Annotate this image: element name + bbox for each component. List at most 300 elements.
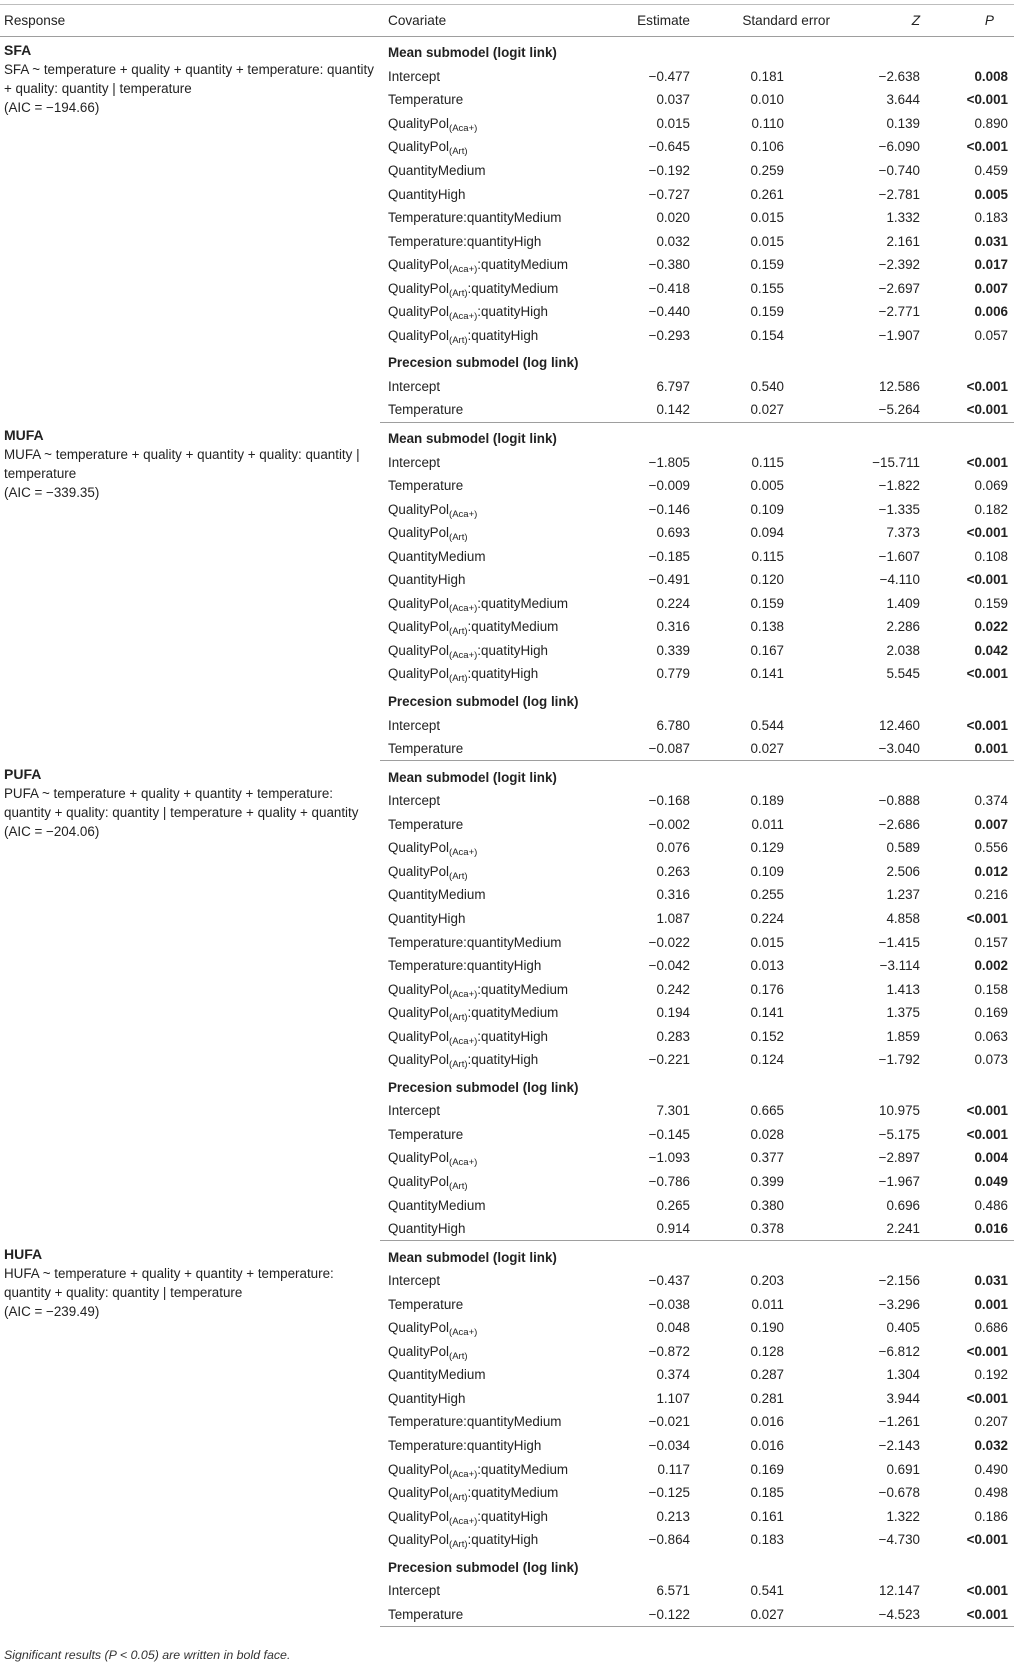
submodel-row bbox=[0, 422, 1014, 450]
covariate-name: QualityPol bbox=[388, 981, 450, 997]
z-cell: −2.781 bbox=[878, 186, 920, 202]
standard-error-cell: 0.540 bbox=[750, 378, 784, 394]
covariate-subscript: (Art) bbox=[449, 1180, 468, 1192]
covariate-subscript: (Art) bbox=[449, 626, 468, 638]
p-cell: 0.042 bbox=[974, 642, 1008, 658]
estimate-cell: 0.048 bbox=[656, 1320, 690, 1336]
z-cell: 3.944 bbox=[886, 1390, 920, 1406]
covariate-cell bbox=[380, 112, 600, 136]
estimate-cell: −0.418 bbox=[648, 280, 690, 296]
standard-error-cell: 0.129 bbox=[750, 840, 784, 856]
covariate-cell bbox=[380, 1481, 600, 1505]
z-cell: 5.545 bbox=[886, 666, 920, 682]
covariate-subscript: (Art) bbox=[449, 334, 468, 346]
estimate-cell: −0.087 bbox=[600, 737, 690, 761]
standard-error-cell: 0.377 bbox=[750, 1150, 784, 1166]
covariate-cell bbox=[380, 276, 600, 300]
standard-error-cell: 0.287 bbox=[750, 1367, 784, 1383]
z-cell: −3.040 bbox=[830, 737, 920, 761]
submodel-label: Mean submodel (logit link) bbox=[388, 1249, 557, 1265]
z-cell: 7.373 bbox=[886, 525, 920, 541]
standard-error-cell: 0.544 bbox=[750, 717, 784, 733]
z-cell: −3.296 bbox=[878, 1296, 920, 1312]
standard-error-cell: 0.224 bbox=[750, 910, 784, 926]
response-aic: (AIC = −194.66) bbox=[4, 100, 100, 115]
covariate-suffix: :quatityMedium bbox=[477, 1461, 569, 1477]
p-cell: 0.073 bbox=[974, 1052, 1008, 1068]
p-cell: <0.001 bbox=[966, 454, 1008, 470]
standard-error-cell: 0.120 bbox=[750, 572, 784, 588]
z-cell: −0.678 bbox=[878, 1485, 920, 1501]
covariate-subscript: (Art) bbox=[449, 1350, 468, 1362]
standard-error-cell: 0.159 bbox=[750, 595, 784, 611]
covariate-name: QualityPol bbox=[388, 1150, 450, 1166]
z-cell: −6.090 bbox=[878, 139, 920, 155]
estimate-cell: 1.107 bbox=[656, 1390, 690, 1406]
estimate-cell: 0.316 bbox=[656, 887, 690, 903]
covariate-cell bbox=[380, 1170, 600, 1194]
covariate-name: Temperature bbox=[388, 478, 464, 494]
estimate-cell: −0.168 bbox=[648, 793, 690, 809]
p-cell: 0.006 bbox=[974, 304, 1008, 320]
header-p: P bbox=[920, 5, 1014, 37]
p-cell: 0.159 bbox=[974, 595, 1008, 611]
estimate-cell: 0.032 bbox=[656, 233, 690, 249]
standard-error-cell: 0.399 bbox=[750, 1173, 784, 1189]
covariate-cell bbox=[380, 930, 600, 954]
covariate-name: QuantityMedium bbox=[388, 163, 486, 178]
response-aic: (AIC = −204.06) bbox=[4, 823, 100, 839]
standard-error-cell: 0.141 bbox=[750, 1005, 784, 1021]
p-cell: 0.016 bbox=[920, 1217, 1014, 1241]
estimate-cell: −0.872 bbox=[648, 1343, 690, 1359]
estimate-cell: 0.242 bbox=[656, 981, 690, 997]
covariate-cell bbox=[380, 229, 600, 253]
covariate-subscript: (Art) bbox=[449, 1059, 468, 1071]
covariate-name: Temperature bbox=[388, 1296, 464, 1312]
standard-error-cell: 0.152 bbox=[750, 1028, 784, 1044]
covariate-cell bbox=[380, 907, 600, 931]
standard-error-cell: 0.027 bbox=[690, 737, 830, 761]
covariate-cell bbox=[380, 1528, 600, 1552]
z-cell: 12.147 bbox=[879, 1583, 920, 1599]
z-cell: −4.730 bbox=[878, 1532, 920, 1548]
standard-error-cell: 0.255 bbox=[750, 887, 784, 903]
p-cell: 0.012 bbox=[974, 863, 1008, 879]
response-name: HUFA bbox=[4, 1245, 43, 1262]
results-table bbox=[0, 4, 1014, 1627]
estimate-cell: 0.194 bbox=[656, 1005, 690, 1021]
estimate-cell: 0.020 bbox=[656, 210, 690, 226]
covariate-cell bbox=[380, 521, 600, 545]
covariate-cell bbox=[380, 568, 600, 592]
p-cell: 0.486 bbox=[974, 1197, 1008, 1213]
covariate-cell bbox=[380, 1387, 600, 1411]
covariate-suffix: :quatityHigh bbox=[477, 1508, 548, 1524]
p-cell: <0.001 bbox=[920, 398, 1014, 422]
estimate-cell: −0.477 bbox=[648, 68, 690, 84]
z-cell: −2.897 bbox=[878, 1150, 920, 1166]
z-cell: 2.038 bbox=[886, 642, 920, 658]
standard-error-cell: 0.109 bbox=[750, 863, 784, 879]
standard-error-cell: 0.161 bbox=[750, 1508, 784, 1524]
covariate-cell bbox=[380, 813, 600, 837]
standard-error-cell: 0.189 bbox=[750, 793, 784, 809]
covariate-cell bbox=[380, 592, 600, 616]
response-cell bbox=[0, 761, 380, 1241]
estimate-cell: −0.645 bbox=[648, 139, 690, 155]
estimate-cell: 0.283 bbox=[656, 1028, 690, 1044]
covariate-cell bbox=[380, 1292, 600, 1316]
covariate-cell bbox=[380, 1217, 600, 1241]
table-body bbox=[0, 37, 1014, 1627]
standard-error-cell: 0.013 bbox=[750, 958, 784, 974]
covariate-name: QualityPol bbox=[388, 139, 450, 155]
estimate-cell: −0.221 bbox=[648, 1052, 690, 1068]
covariate-name: Temperature:quantityHigh bbox=[388, 233, 542, 249]
p-cell: 0.498 bbox=[974, 1485, 1008, 1501]
z-cell: −1.967 bbox=[878, 1173, 920, 1189]
p-cell: 0.004 bbox=[974, 1150, 1008, 1166]
covariate-cell bbox=[380, 1340, 600, 1364]
p-cell: 0.374 bbox=[974, 793, 1008, 809]
covariate-name: QuantityMedium bbox=[388, 548, 486, 564]
covariate-cell bbox=[380, 1579, 600, 1603]
covariate-suffix: :quatityHigh bbox=[477, 1028, 548, 1044]
estimate-cell: 0.339 bbox=[656, 642, 690, 658]
response-cell bbox=[0, 1241, 380, 1627]
covariate-cell bbox=[380, 1316, 600, 1340]
estimate-cell: 6.571 bbox=[656, 1583, 690, 1599]
response-cell bbox=[0, 422, 380, 761]
standard-error-cell: 0.183 bbox=[750, 1532, 784, 1548]
p-cell: 0.001 bbox=[920, 737, 1014, 761]
standard-error-cell: 0.159 bbox=[750, 304, 784, 320]
estimate-cell: −0.122 bbox=[600, 1603, 690, 1627]
standard-error-cell: 0.110 bbox=[751, 115, 784, 131]
covariate-cell bbox=[380, 375, 600, 399]
submodel-row bbox=[0, 37, 1014, 65]
covariate-suffix: :quatityHigh bbox=[467, 327, 539, 343]
standard-error-cell: 0.154 bbox=[750, 327, 784, 343]
covariate-suffix: :quatityHigh bbox=[477, 642, 548, 658]
p-cell: 0.031 bbox=[974, 233, 1008, 249]
standard-error-cell: 0.016 bbox=[750, 1414, 784, 1430]
covariate-name: QualityPol bbox=[388, 642, 450, 658]
covariate-subscript: (Aca+) bbox=[449, 649, 478, 661]
covariate-name: QuantityMedium bbox=[388, 887, 486, 903]
covariate-subscript: (Aca+) bbox=[449, 264, 478, 276]
covariate-name: Temperature:quantityMedium bbox=[388, 210, 562, 226]
estimate-cell: −0.864 bbox=[648, 1532, 690, 1548]
covariate-name: QualityPol bbox=[388, 327, 450, 343]
p-cell: 0.459 bbox=[974, 163, 1008, 178]
covariate-name: Temperature:quantityHigh bbox=[388, 1437, 542, 1453]
estimate-cell: 0.914 bbox=[600, 1217, 690, 1241]
p-cell: 0.049 bbox=[974, 1173, 1008, 1189]
z-cell: −4.523 bbox=[830, 1603, 920, 1627]
z-cell: 2.241 bbox=[830, 1217, 920, 1241]
p-cell: 0.002 bbox=[974, 958, 1008, 974]
covariate-name: QualityPol bbox=[388, 1052, 450, 1068]
standard-error-cell: 0.094 bbox=[750, 525, 784, 541]
covariate-subscript: (Art) bbox=[449, 532, 468, 544]
covariate-cell bbox=[380, 544, 600, 568]
p-cell: 0.069 bbox=[974, 478, 1008, 494]
p-cell: <0.001 bbox=[966, 717, 1008, 733]
z-cell: 1.409 bbox=[886, 595, 920, 611]
submodel-label: Precesion submodel (log link) bbox=[388, 1079, 579, 1095]
p-cell: <0.001 bbox=[966, 92, 1008, 108]
covariate-subscript: (Aca+) bbox=[449, 1035, 478, 1047]
standard-error-cell: 0.155 bbox=[750, 280, 784, 296]
estimate-cell: 1.087 bbox=[656, 910, 690, 926]
z-cell: −5.264 bbox=[830, 398, 920, 422]
covariate-cell bbox=[380, 450, 600, 474]
covariate-cell bbox=[380, 1603, 600, 1627]
covariate-name: Intercept bbox=[388, 68, 441, 84]
covariate-cell bbox=[380, 1457, 600, 1481]
covariate-name: QualityPol bbox=[388, 115, 450, 131]
estimate-cell: −0.038 bbox=[648, 1296, 690, 1312]
covariate-name: QualityPol bbox=[388, 525, 450, 541]
p-cell: 0.490 bbox=[974, 1461, 1008, 1477]
covariate-subscript: (Aca+) bbox=[449, 1515, 478, 1527]
estimate-cell: −0.042 bbox=[648, 958, 690, 974]
estimate-cell: −0.034 bbox=[648, 1437, 690, 1453]
covariate-name: QualityPol bbox=[388, 1461, 450, 1477]
estimate-cell: −0.009 bbox=[648, 478, 690, 494]
covariate-name: QualityPol bbox=[388, 1028, 450, 1044]
estimate-cell: 0.693 bbox=[656, 525, 690, 541]
p-cell: <0.001 bbox=[966, 1390, 1008, 1406]
covariate-subscript: (Aca+) bbox=[449, 602, 478, 614]
p-cell: <0.001 bbox=[966, 1583, 1008, 1599]
p-cell: 0.007 bbox=[974, 280, 1008, 296]
covariate-name: QualityPol bbox=[388, 619, 450, 635]
covariate-name: QualityPol bbox=[388, 1508, 450, 1524]
z-cell: −2.156 bbox=[878, 1273, 920, 1289]
covariate-cell bbox=[380, 977, 600, 1001]
standard-error-cell: 0.109 bbox=[750, 501, 784, 517]
standard-error-cell: 0.010 bbox=[750, 92, 784, 108]
estimate-cell: 7.301 bbox=[656, 1103, 690, 1119]
covariate-cell bbox=[380, 789, 600, 813]
covariate-subscript: (Art) bbox=[449, 870, 468, 882]
z-cell: 0.696 bbox=[886, 1197, 920, 1213]
covariate-subscript: (Aca+) bbox=[449, 1157, 478, 1169]
covariate-cell bbox=[380, 1001, 600, 1025]
covariate-cell bbox=[380, 88, 600, 112]
z-cell: 1.332 bbox=[886, 210, 920, 226]
p-cell: 0.182 bbox=[974, 501, 1008, 517]
covariate-cell bbox=[380, 860, 600, 884]
covariate-name: Intercept bbox=[388, 1103, 441, 1119]
covariate-subscript: (Aca+) bbox=[449, 122, 478, 134]
z-cell: −1.335 bbox=[878, 501, 920, 517]
estimate-cell: −1.093 bbox=[648, 1150, 690, 1166]
covariate-cell bbox=[380, 1363, 600, 1387]
covariate-name: QualityPol bbox=[388, 280, 450, 296]
standard-error-cell: 0.028 bbox=[750, 1126, 784, 1142]
covariate-name: QuantityHigh bbox=[388, 186, 466, 202]
z-cell: −0.740 bbox=[878, 163, 920, 178]
estimate-cell: 0.213 bbox=[656, 1508, 690, 1524]
covariate-cell bbox=[380, 1099, 600, 1123]
covariate-suffix: :quatityMedium bbox=[467, 619, 559, 635]
response-aic: (AIC = −239.49) bbox=[4, 1303, 100, 1319]
covariate-cell bbox=[380, 1504, 600, 1528]
covariate-name: QualityPol bbox=[388, 1173, 450, 1189]
response-formula: HUFA ~ temperature + quality + quantity + temperature: quantity + quality: quantity | temperature bbox=[4, 1265, 334, 1300]
header-z: Z bbox=[830, 5, 920, 37]
standard-error-cell: 0.185 bbox=[750, 1485, 784, 1501]
p-cell: 0.022 bbox=[974, 619, 1008, 635]
covariate-name: QuantityHigh bbox=[388, 910, 466, 926]
estimate-cell: −0.022 bbox=[648, 934, 690, 950]
standard-error-cell: 0.541 bbox=[750, 1583, 784, 1599]
z-cell: 10.975 bbox=[879, 1103, 920, 1119]
response-aic: (AIC = −339.35) bbox=[4, 485, 100, 501]
standard-error-cell: 0.005 bbox=[750, 478, 784, 494]
p-cell: 0.031 bbox=[974, 1273, 1008, 1289]
covariate-name: Intercept bbox=[388, 1273, 441, 1289]
z-cell: 3.644 bbox=[886, 92, 920, 108]
submodel-row bbox=[0, 1241, 1014, 1269]
submodel-label: Mean submodel (logit link) bbox=[388, 45, 557, 61]
covariate-name: QuantityHigh bbox=[388, 572, 466, 588]
covariate-cell bbox=[380, 1410, 600, 1434]
standard-error-cell: 0.115 bbox=[751, 454, 784, 470]
p-cell: 0.216 bbox=[974, 887, 1008, 903]
covariate-name: QuantityHigh bbox=[388, 1221, 466, 1237]
estimate-cell: −0.786 bbox=[648, 1173, 690, 1189]
p-cell: 0.007 bbox=[974, 816, 1008, 832]
covariate-name: QualityPol bbox=[388, 304, 450, 320]
covariate-subscript: (Aca+) bbox=[449, 508, 478, 520]
covariate-cell bbox=[380, 474, 600, 498]
z-cell: 1.237 bbox=[886, 887, 920, 903]
estimate-cell: 0.076 bbox=[656, 840, 690, 856]
response-name: SFA bbox=[4, 42, 32, 58]
p-cell: 0.017 bbox=[974, 257, 1008, 273]
covariate-name: QualityPol bbox=[388, 595, 450, 611]
standard-error-cell: 0.015 bbox=[750, 210, 784, 226]
standard-error-cell: 0.281 bbox=[750, 1390, 784, 1406]
z-cell: −1.907 bbox=[878, 327, 920, 343]
standard-error-cell: 0.128 bbox=[750, 1343, 784, 1359]
covariate-cell bbox=[380, 1193, 600, 1217]
covariate-name: Intercept bbox=[388, 1583, 441, 1599]
p-cell: 0.183 bbox=[974, 210, 1008, 226]
covariate-name: Temperature:quantityHigh bbox=[388, 958, 542, 974]
estimate-cell: 0.263 bbox=[656, 863, 690, 879]
covariate-name: QualityPol bbox=[388, 1320, 450, 1336]
covariate-name: Intercept bbox=[388, 378, 441, 394]
covariate-suffix: :quatityHigh bbox=[467, 666, 539, 682]
covariate-name: Temperature:quantityMedium bbox=[388, 934, 562, 950]
p-cell: 0.008 bbox=[974, 68, 1008, 84]
estimate-cell: 0.117 bbox=[657, 1461, 690, 1477]
z-cell: 2.161 bbox=[886, 233, 920, 249]
p-cell: 0.686 bbox=[974, 1320, 1008, 1336]
z-cell: 1.413 bbox=[886, 981, 920, 997]
p-cell: 0.005 bbox=[974, 186, 1008, 202]
standard-error-cell: 0.176 bbox=[750, 981, 784, 997]
p-cell: 0.169 bbox=[974, 1005, 1008, 1021]
standard-error-cell: 0.138 bbox=[750, 619, 784, 635]
covariate-name: Temperature bbox=[388, 1606, 464, 1622]
covariate-cell bbox=[380, 253, 600, 277]
covariate-name: QualityPol bbox=[388, 840, 450, 856]
estimate-cell: −0.437 bbox=[648, 1273, 690, 1289]
covariate-cell bbox=[380, 135, 600, 159]
estimate-cell: −0.185 bbox=[648, 548, 690, 564]
z-cell: 1.322 bbox=[886, 1508, 920, 1524]
covariate-suffix: :quatityHigh bbox=[477, 304, 548, 320]
z-cell: −3.114 bbox=[879, 958, 920, 974]
response-formula: SFA ~ temperature + quality + quantity + temperature: quantity + quality: quantity | temperature bbox=[4, 62, 374, 96]
estimate-cell: 0.037 bbox=[656, 92, 690, 108]
covariate-subscript: (Art) bbox=[449, 673, 468, 685]
submodel-label: Precesion submodel (log link) bbox=[388, 355, 579, 371]
z-cell: −2.143 bbox=[878, 1437, 920, 1453]
covariate-cell bbox=[380, 662, 600, 686]
header-covariate: Covariate bbox=[380, 5, 600, 37]
covariate-name: QuantityMedium bbox=[388, 1197, 486, 1213]
estimate-cell: 0.265 bbox=[656, 1197, 690, 1213]
covariate-cell bbox=[380, 639, 600, 663]
covariate-subscript: (Aca+) bbox=[449, 988, 478, 1000]
covariate-cell bbox=[380, 883, 600, 907]
p-cell: 0.032 bbox=[974, 1437, 1008, 1453]
covariate-suffix: :quatityMedium bbox=[467, 280, 559, 296]
covariate-subscript: (Aca+) bbox=[449, 847, 478, 859]
p-cell: <0.001 bbox=[966, 572, 1008, 588]
z-cell: −2.392 bbox=[878, 257, 920, 273]
estimate-cell: −0.380 bbox=[648, 257, 690, 273]
covariate-cell bbox=[380, 182, 600, 206]
p-cell: <0.001 bbox=[966, 378, 1008, 394]
covariate-name: QualityPol bbox=[388, 666, 450, 682]
p-cell: 0.207 bbox=[974, 1414, 1008, 1430]
covariate-cell bbox=[380, 1123, 600, 1147]
p-cell: 0.158 bbox=[974, 981, 1008, 997]
p-cell: <0.001 bbox=[966, 525, 1008, 541]
estimate-cell: −0.145 bbox=[648, 1126, 690, 1142]
standard-error-cell: 0.015 bbox=[750, 233, 784, 249]
covariate-cell bbox=[380, 206, 600, 230]
submodel-row bbox=[0, 761, 1014, 789]
estimate-cell: −0.021 bbox=[648, 1414, 690, 1430]
z-cell: −1.792 bbox=[878, 1052, 920, 1068]
covariate-name: Temperature bbox=[388, 741, 464, 757]
standard-error-cell: 0.115 bbox=[751, 548, 784, 564]
standard-error-cell: 0.190 bbox=[750, 1320, 784, 1336]
z-cell: −1.607 bbox=[878, 548, 920, 564]
covariate-cell bbox=[380, 398, 600, 422]
covariate-name: QualityPol bbox=[388, 257, 450, 273]
standard-error-cell: 0.378 bbox=[690, 1217, 830, 1241]
response-formula: MUFA ~ temperature + quality + quantity + quality: quantity | temperature bbox=[4, 447, 360, 482]
covariate-name: Temperature:quantityMedium bbox=[388, 1414, 562, 1430]
standard-error-cell: 0.181 bbox=[750, 68, 784, 84]
standard-error-cell: 0.380 bbox=[750, 1197, 784, 1213]
response-name: MUFA bbox=[4, 427, 44, 444]
estimate-cell: 0.374 bbox=[656, 1367, 690, 1383]
estimate-cell: 6.780 bbox=[656, 717, 690, 733]
standard-error-cell: 0.167 bbox=[750, 642, 784, 658]
